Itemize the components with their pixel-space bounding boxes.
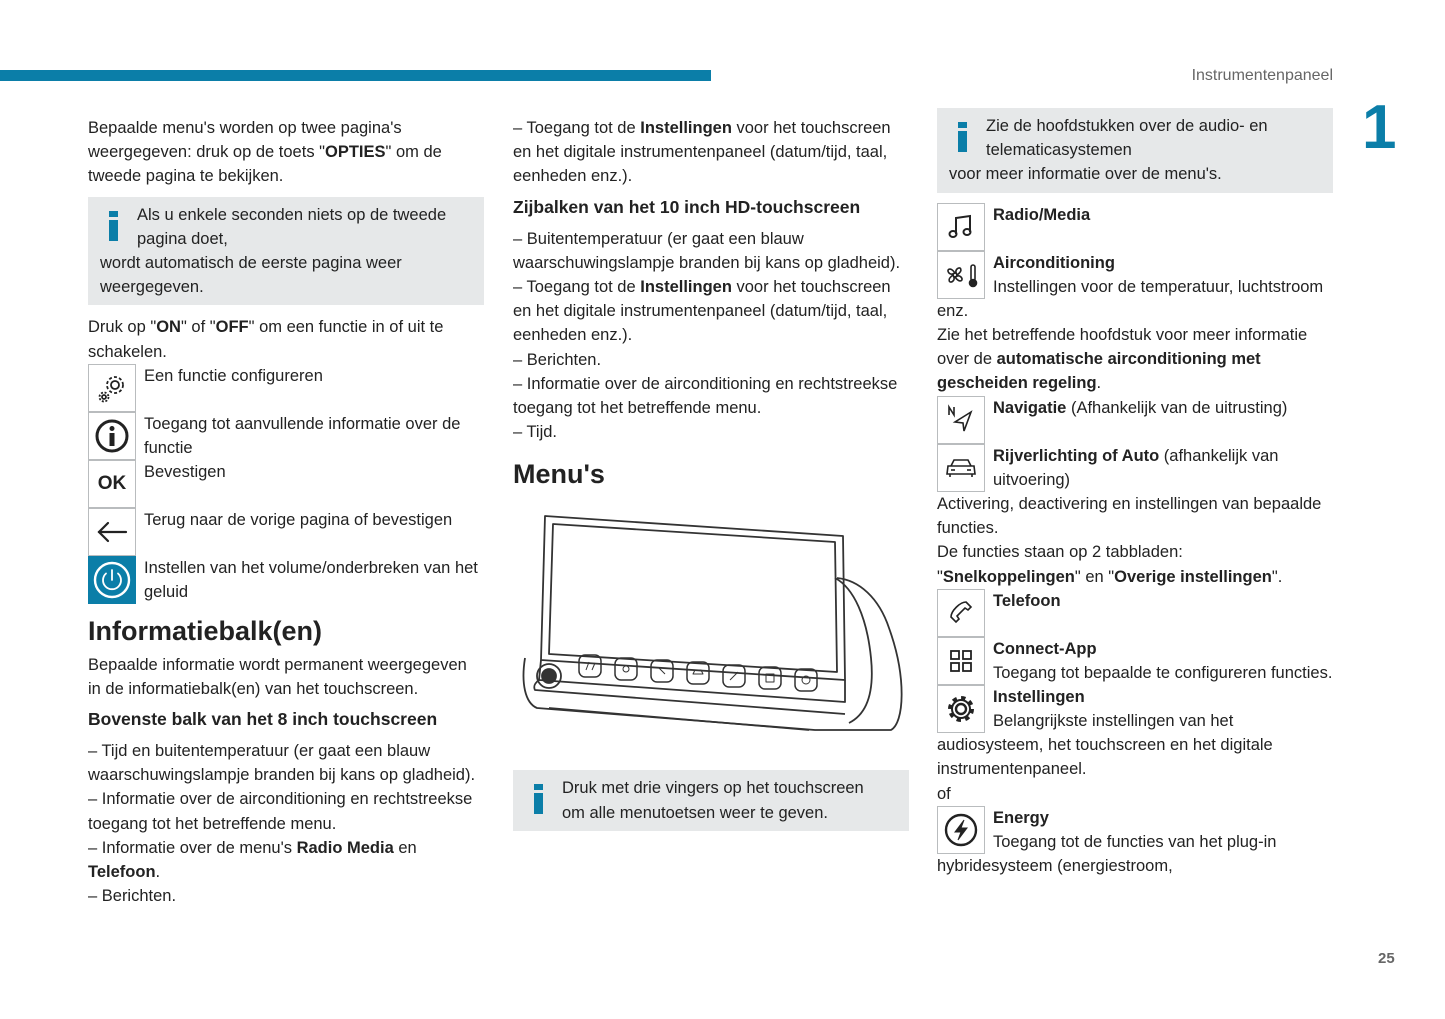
note-text-first: Als u enkele seconden niets op de tweede pagina doet, — [137, 205, 447, 248]
icon-row-volume — [88, 556, 484, 604]
driving-tabs: De functies staan op 2 tabbladen: — [937, 543, 1183, 562]
radio-media-title: Radio/Media — [993, 205, 1091, 224]
audio-note-rest: voor meer informatie over de menu's. — [949, 165, 1222, 184]
phone-icon — [937, 589, 985, 637]
list-item: – Berichten. — [513, 350, 602, 369]
info-label: Toegang tot aanvullende informatie over de functie — [144, 414, 461, 458]
icon-row-configure — [88, 364, 484, 412]
navigation-label: Navigatie (Afhankelijk van de uitrusting) — [993, 398, 1288, 417]
three-finger-note — [513, 770, 909, 830]
settings-gear-icon — [937, 685, 985, 733]
aircon-desc-text: Instellingen voor de temperatuur, luchtstroom enz. — [937, 277, 1324, 320]
list-item: – Toegang tot de Instellingen voor het touchscreen en het digitale instrumentenpaneel (datum/tijd, taal, eenheden enz.). — [513, 278, 891, 345]
icon-row-back — [88, 508, 484, 556]
menu-connect-app — [937, 637, 1333, 685]
back-label: Terug naar de vorige pagina of bevestigen — [144, 511, 453, 530]
telephone-title: Telefoon — [993, 591, 1061, 610]
column-1 — [88, 116, 484, 908]
driving-label: Rijverlichting of Auto (afhankelijk van uitvoering) — [993, 446, 1279, 489]
menu-airconditioning — [937, 251, 1333, 299]
note-text-rest: wordt automatisch de eerste pagina weer weergegeven. — [100, 254, 402, 297]
settings-desc-text: Belangrijkste instellingen van het audiosysteem, het touchscreen en het digitale instrumentenpaneel. — [937, 712, 1273, 779]
aircon-title: Airconditioning — [993, 253, 1115, 272]
menu-radio-media — [937, 203, 1333, 251]
side-bar-list — [513, 227, 909, 445]
icon-row-ok — [88, 460, 484, 508]
list-item: – Informatie over de menu's Radio Media en Telefoon. — [88, 838, 417, 882]
top-bar-list — [88, 739, 484, 908]
energy-bolt-icon — [937, 806, 985, 854]
on-off-paragraph: Druk op "ON" of "OFF" om een functie in of uit te schakelen. — [88, 318, 444, 361]
energy-title: Energy — [993, 808, 1049, 827]
info-i-icon — [534, 784, 543, 814]
chapter-number: 1 — [1362, 93, 1397, 162]
list-item: – Informatie over de airconditioning en rechtstreekse toegang tot het betreffende menu. — [88, 790, 473, 833]
three-finger-note-first: Druk met drie vingers op het touchscreen — [562, 779, 864, 798]
column-2 — [513, 116, 909, 841]
column-3 — [937, 116, 1333, 878]
connect-desc-text: Toegang tot bepaalde te configureren functies. — [993, 663, 1333, 682]
infobar-intro: Bepaalde informatie wordt permanent weergegeven in de informatiebalk(en) van het touchscreen. — [88, 655, 467, 698]
list-item: – Tijd. — [513, 423, 558, 442]
driving-tabs-names: "Snelkoppelingen" en "Overige instellingen". — [937, 567, 1283, 586]
fan-temperature-icon — [937, 251, 985, 299]
car-icon — [937, 444, 985, 492]
settings-access-item: – Toegang tot de Instellingen voor het touchscreen en het digitale instrumentenpaneel (datum/tijd, taal, eenheden enz.). — [513, 119, 891, 186]
menu-settings — [937, 685, 1333, 733]
list-item: – Tijd en buitentemperatuur (er gaat een blauw waarschuwingslampje branden bij kans op gladheid). — [88, 742, 476, 785]
header-accent-bar — [0, 70, 711, 81]
menu-driving-lights — [937, 444, 1333, 492]
subtitle-top-bar: Bovenste balk van het 8 inch touchscreen — [88, 709, 438, 730]
aircon-more: Zie het betreffende hoofdstuk voor meer informatie over de automatische airconditioning met gescheiden regeling. — [937, 326, 1308, 393]
info-circle-icon — [88, 412, 136, 460]
list-item: – Informatie over de airconditioning en rechtstreekse toegang tot het betreffende menu. — [513, 374, 898, 418]
menu-energy — [937, 806, 1333, 854]
section-title-infobar: Informatiebalk(en) — [88, 615, 323, 646]
connect-title: Connect-App — [993, 639, 1097, 658]
configure-label: Een functie configureren — [144, 366, 323, 385]
audio-note-first: Zie de hoofdstukken over de audio- en telematicasystemen — [986, 117, 1268, 160]
volume-label: Instellen van het volume/onderbreken van het geluid — [144, 559, 478, 602]
running-head: Instrumentenpaneel — [1191, 67, 1333, 84]
menu-telephone — [937, 589, 1333, 637]
ok-label: Bevestigen — [144, 463, 226, 482]
three-finger-note-rest: om alle menutoetsen weer te geven. — [562, 803, 828, 822]
music-note-icon — [937, 203, 985, 251]
menu-navigation — [937, 396, 1333, 444]
ok-icon — [88, 460, 136, 508]
energy-desc-text: Toegang tot de functies van het plug-in hybridesysteem (energiestroom, — [937, 832, 1277, 876]
power-volume-icon — [88, 556, 136, 604]
back-arrow-icon — [88, 508, 136, 556]
app-grid-icon — [937, 637, 985, 685]
driving-desc: Activering, deactivering en instellingen van bepaalde functies. — [937, 495, 1322, 538]
info-i-icon — [109, 211, 118, 241]
audio-telematics-note — [937, 108, 1333, 193]
info-i-icon — [958, 122, 967, 152]
touchscreen-illustration — [519, 508, 905, 748]
list-item: – Berichten. — [88, 887, 177, 906]
settings-title: Instellingen — [993, 688, 1085, 707]
configure-gear-icon — [88, 364, 136, 412]
ok-icon-text: OK — [97, 473, 127, 495]
section-title-menus: Menu's — [513, 459, 605, 490]
icon-row-info — [88, 412, 484, 460]
info-note — [88, 197, 484, 306]
page-number: 25 — [1378, 950, 1395, 967]
intro-paragraph: Bepaalde menu's worden op twee pagina's weergegeven: druk op de toets "OPTIES" om de tweede pagina te bekijken. — [88, 119, 442, 186]
list-item: – Buitentemperatuur (er gaat een blauw waarschuwingslampje branden bij kans op gladheid). — [513, 229, 901, 272]
navigation-compass-icon — [937, 396, 985, 444]
or-text: of — [937, 784, 951, 803]
subtitle-side-bars: Zijbalken van het 10 inch HD-touchscreen — [513, 196, 861, 217]
